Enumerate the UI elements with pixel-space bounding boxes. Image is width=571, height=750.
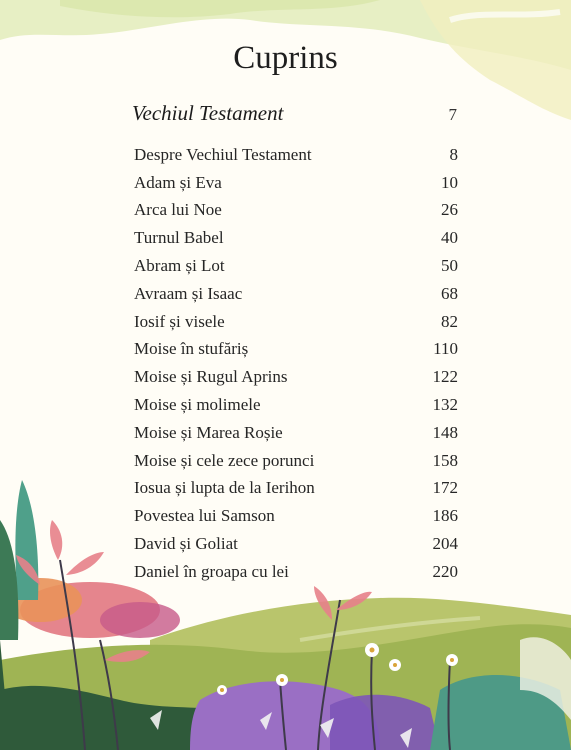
magenta-bush [100,602,180,638]
toc-entry-title: David și Goliat [134,534,238,554]
toc-entry-title: Moise și molimele [134,395,261,415]
toc-entry-title: Daniel în groapa cu lei [134,561,289,581]
toc-entry-title: Moise și Rugul Aprins [134,367,288,387]
toc-entry-title: Moise în stufăriș [134,339,249,359]
toc-entry-page: 50 [441,256,458,276]
toc-entry-title: Avraam și Isaac [134,283,243,303]
teal-cypress [15,480,38,600]
toc-entry-title: Moise și cele zece porunci [134,450,315,470]
toc-entry-page: 158 [432,450,458,470]
toc-entry[interactable] [134,141,458,169]
toc-entry-title: Povestea lui Samson [134,506,275,526]
toc-entry[interactable] [134,419,458,447]
toc-entry-title: Iosua și lupta de la Ierihon [134,478,315,498]
toc-entry[interactable] [134,224,458,252]
toc-entry-page: 148 [432,422,458,442]
toc-entry-page: 68 [441,283,458,303]
toc-entry[interactable] [134,197,458,225]
toc-entry-page: 122 [432,367,458,387]
section-heading-page: 7 [448,105,457,124]
toc-entry-page: 172 [432,478,458,498]
toc-entry-page: 204 [432,534,458,554]
toc-entry-title: Adam și Eva [134,172,222,192]
toc-entry-title: Arca lui Noe [134,200,222,220]
toc-entry[interactable] [134,308,458,336]
section-heading-label: Vechiul Testament [132,101,284,125]
toc-entry-page: 110 [433,339,458,359]
toc-entry[interactable] [134,280,458,308]
toc-entry-page: 8 [449,144,458,164]
toc-entry-page: 220 [432,561,458,581]
toc-entry[interactable] [134,336,458,364]
toc-entry[interactable] [134,169,458,197]
toc-entry[interactable] [134,363,458,391]
toc-entry-page: 82 [441,311,458,331]
toc-entry-page: 186 [432,506,458,526]
toc-entry[interactable] [134,530,458,558]
toc-entry[interactable] [134,252,458,280]
toc-entry-page: 132 [432,395,458,415]
toc-entry[interactable] [134,502,458,530]
toc-entry-title: Moise și Marea Roșie [134,422,283,442]
toc-entry[interactable] [134,558,458,586]
table-of-contents [134,141,458,586]
page-title: Cuprins [233,40,338,76]
toc-entry-page: 10 [441,172,458,192]
toc-entry[interactable] [134,391,458,419]
toc-entry-title: Iosif și visele [134,311,225,331]
toc-entry-title: Abram și Lot [134,256,225,276]
toc-entry-page: 40 [441,228,458,248]
toc-entry[interactable] [134,475,458,503]
toc-entry-title: Despre Vechiul Testament [134,144,312,164]
section-heading-old-testament[interactable] [132,101,457,126]
toc-entry[interactable] [134,447,458,475]
toc-entry-page: 26 [441,200,458,220]
toc-entry-title: Turnul Babel [134,228,224,248]
